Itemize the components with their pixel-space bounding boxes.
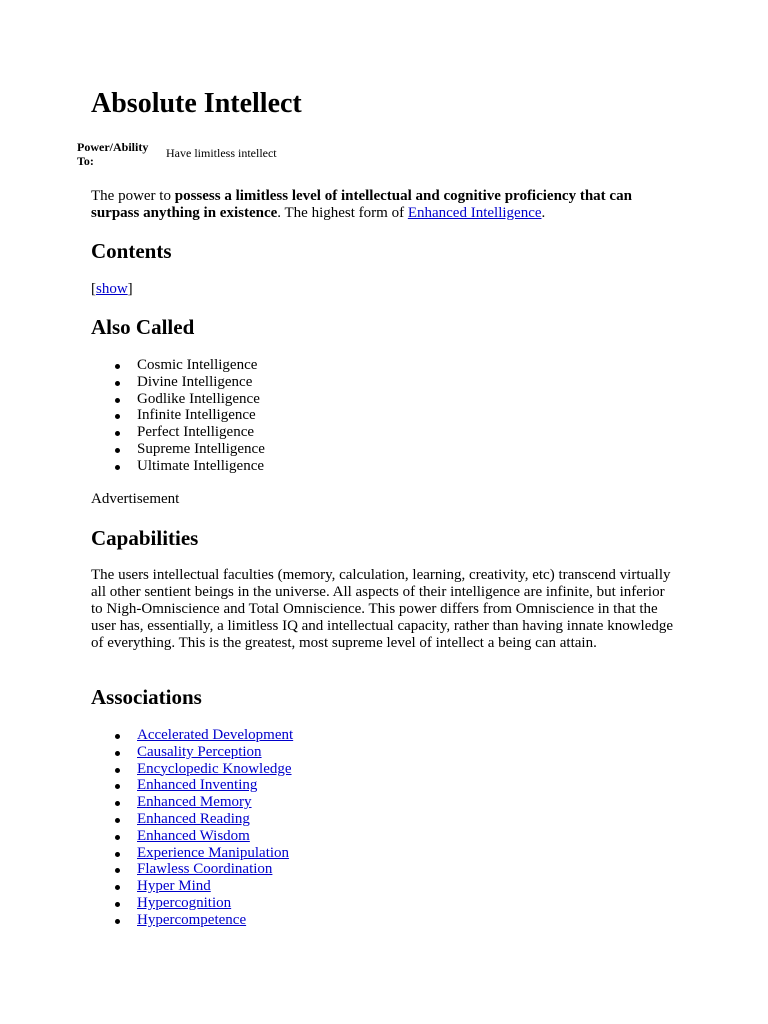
also-called-item: Ultimate Intelligence <box>91 458 265 475</box>
intro-bold-text: possess a limitless level of intellectual and cognitive proficiency that can surpass anything in existence <box>91 188 632 221</box>
toggle-close-bracket: ] <box>127 281 133 297</box>
association-item <box>91 828 293 845</box>
intro-middle: . The highest form of <box>277 205 408 221</box>
association-link[interactable]: Encyclopedic Knowledge <box>137 760 292 777</box>
association-link[interactable]: Hypercognition <box>137 894 232 911</box>
show-contents-link[interactable]: show <box>96 281 128 297</box>
power-ability-value: Have limitless intellect <box>166 146 277 160</box>
association-item <box>91 727 293 744</box>
association-link[interactable]: Enhanced Reading <box>137 810 250 827</box>
association-link[interactable]: Accelerated Development <box>137 727 294 743</box>
association-item <box>91 744 293 761</box>
associations-heading: Associations <box>91 685 202 709</box>
enhanced-intelligence-link[interactable]: Enhanced Intelligence <box>407 205 542 221</box>
advertisement-label: Advertisement <box>91 491 180 507</box>
intro-suffix: . <box>541 205 546 221</box>
also-called-heading: Also Called <box>91 315 195 339</box>
association-item <box>91 895 293 912</box>
capabilities-heading: Capabilities <box>91 526 199 550</box>
association-item <box>91 861 293 878</box>
also-called-item: Infinite Intelligence <box>91 407 265 424</box>
power-ability-label: Power/Ability To: <box>77 140 149 168</box>
association-item <box>91 811 293 828</box>
association-link[interactable]: Enhanced Inventing <box>137 777 258 794</box>
association-link[interactable]: Flawless Coordination <box>137 861 273 878</box>
association-link[interactable]: Enhanced Memory <box>137 794 252 811</box>
association-item <box>91 761 293 778</box>
also-called-item: Cosmic Intelligence <box>91 357 265 374</box>
contents-toggle <box>91 281 133 298</box>
page-title: Absolute Intellect <box>91 88 302 119</box>
association-item <box>91 845 293 862</box>
association-link[interactable]: Hypercompetence <box>137 911 247 928</box>
intro-paragraph <box>91 188 681 222</box>
associations-list <box>91 727 293 929</box>
capabilities-paragraph: The users intellectual faculties (memory, calculation, learning, creativity, etc) transcend virtually all other sentient beings in the universe. All aspects of their intelligence are infinite, but inferior to Nigh-Omniscience and Total Omniscience. This power differs from Omniscience in that the user has, essentially, a limitless IQ and intellectual capacity, rather than having innate knowledge of everything. This is the greatest, most supreme level of intellect a being can attain. <box>91 567 674 651</box>
association-item <box>91 777 293 794</box>
association-link[interactable]: Causality Perception <box>137 743 262 760</box>
contents-heading: Contents <box>91 239 172 263</box>
also-called-item: Godlike Intelligence <box>91 391 265 408</box>
association-link[interactable]: Hyper Mind <box>137 878 211 895</box>
association-item <box>91 912 293 929</box>
also-called-list <box>91 357 265 475</box>
association-link[interactable]: Enhanced Wisdom <box>137 827 250 844</box>
also-called-item: Divine Intelligence <box>91 374 265 391</box>
toggle-open-bracket: [ <box>91 281 96 297</box>
also-called-item: Supreme Intelligence <box>91 441 265 458</box>
association-item <box>91 794 293 811</box>
also-called-item: Perfect Intelligence <box>91 424 265 441</box>
association-item <box>91 878 293 895</box>
intro-prefix: The power to <box>91 188 175 204</box>
association-link[interactable]: Experience Manipulation <box>137 844 290 861</box>
